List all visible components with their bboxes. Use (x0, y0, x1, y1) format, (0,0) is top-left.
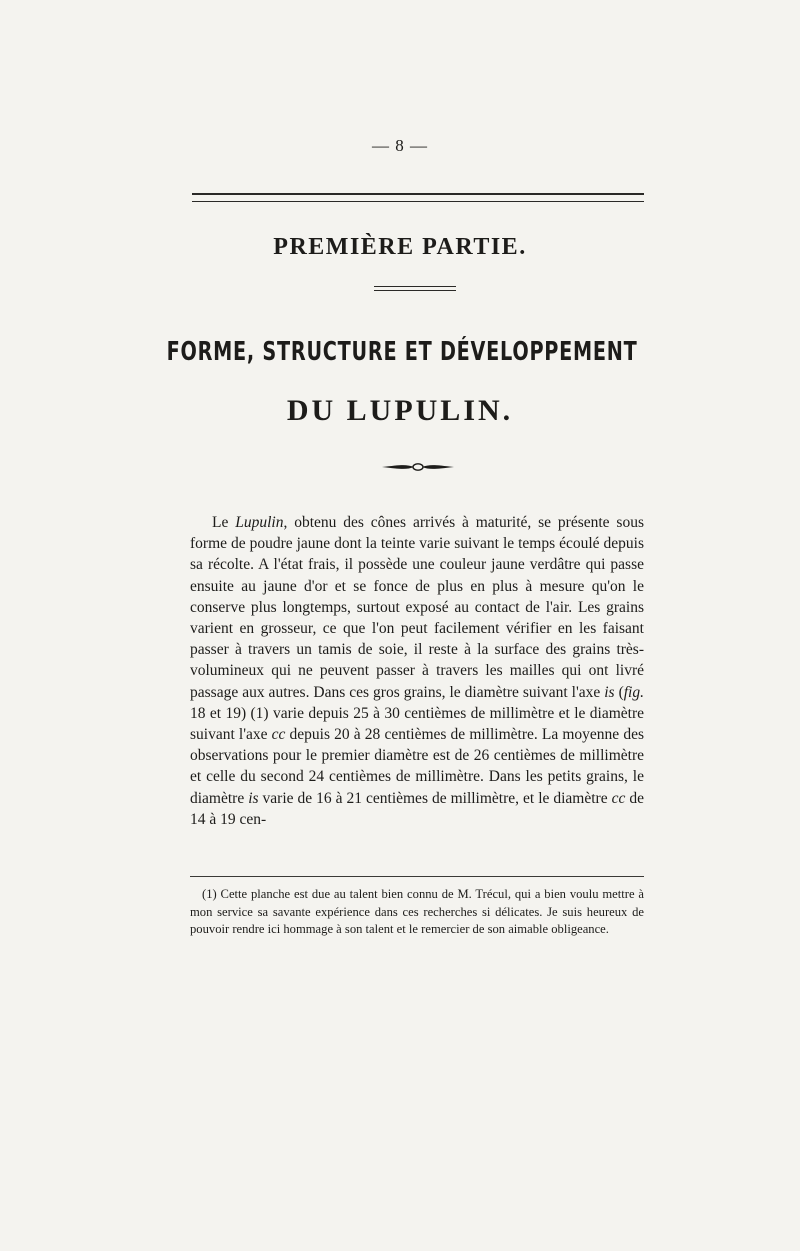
footnote-text: (1) Cette planche est due au talent bien connu de M. Trécul, qui a bien voulu mettre à mon service sa savante expérience dans ces recherches si délicates. Je suis heureux de pouvoir rendre ici hommage à son talent et le remercier de son aimable obligeance. (190, 887, 644, 937)
text-run: depuis 20 à 28 centièmes de millimètre. La moyenne des observations pour le premier diamètre est de 26 centièmes de millimètre et celle du second 24 centièmes de millimètre. Dans les petits grains, le diamètre (190, 726, 644, 807)
chapter-title-line-1: FORME, STRUCTURE ET DÉVELOPPEMENT (166, 337, 638, 367)
text-run: Le (212, 514, 236, 531)
body-text (190, 512, 644, 830)
text-run: ( (614, 683, 624, 701)
text-run: 18 et 19) (1) varie depuis 25 à 30 centièmes de millimètre et le diamètre suivant l'axe (190, 704, 644, 744)
text-run: , obtenu des cônes arrivés à maturité, se présente sous forme de poudre jaune dont la teinte varie suivant le temps écoulé depuis sa récolte. A l'état frais, il possède une couleur jaune verdâtre qui passe ensuite au jaune d'or et se fonce de plus en plus à mesure qu'on le conserve plus longtemps, surtout exposé au contact de l'air. Les grains varient en grosseur, ce que l'on peut facilement vérifier en les faisant passer à travers un tamis de soie, il reste à la surface des grains très-volumineux qui ne peuvent passer à travers les mailles qui ont livré passage aux autres. Dans ces gros grains, le diamètre suivant l'axe (190, 514, 644, 701)
axis-label: is (604, 683, 615, 701)
axis-label: cc (271, 726, 286, 744)
text-run: de 14 à 19 cen- (190, 789, 644, 828)
chapter-title-line-2: DU LUPULIN. (286, 394, 514, 427)
short-double-rule (374, 286, 456, 291)
axis-label: cc (611, 789, 626, 807)
footnote (190, 886, 644, 939)
double-rule (192, 193, 644, 202)
part-title: PREMIÈRE PARTIE. (273, 234, 527, 260)
text-run: varie de 16 à 21 centièmes de millimètre, et le diamètre (258, 789, 612, 807)
figure-reference: fig. (623, 683, 644, 701)
page-number: — 8 — (372, 136, 428, 155)
axis-label: is (248, 789, 259, 807)
ornament-divider (380, 460, 456, 474)
term-lupulin: Lupulin (235, 514, 284, 531)
footnote-rule (190, 876, 644, 877)
paragraph (190, 512, 644, 830)
